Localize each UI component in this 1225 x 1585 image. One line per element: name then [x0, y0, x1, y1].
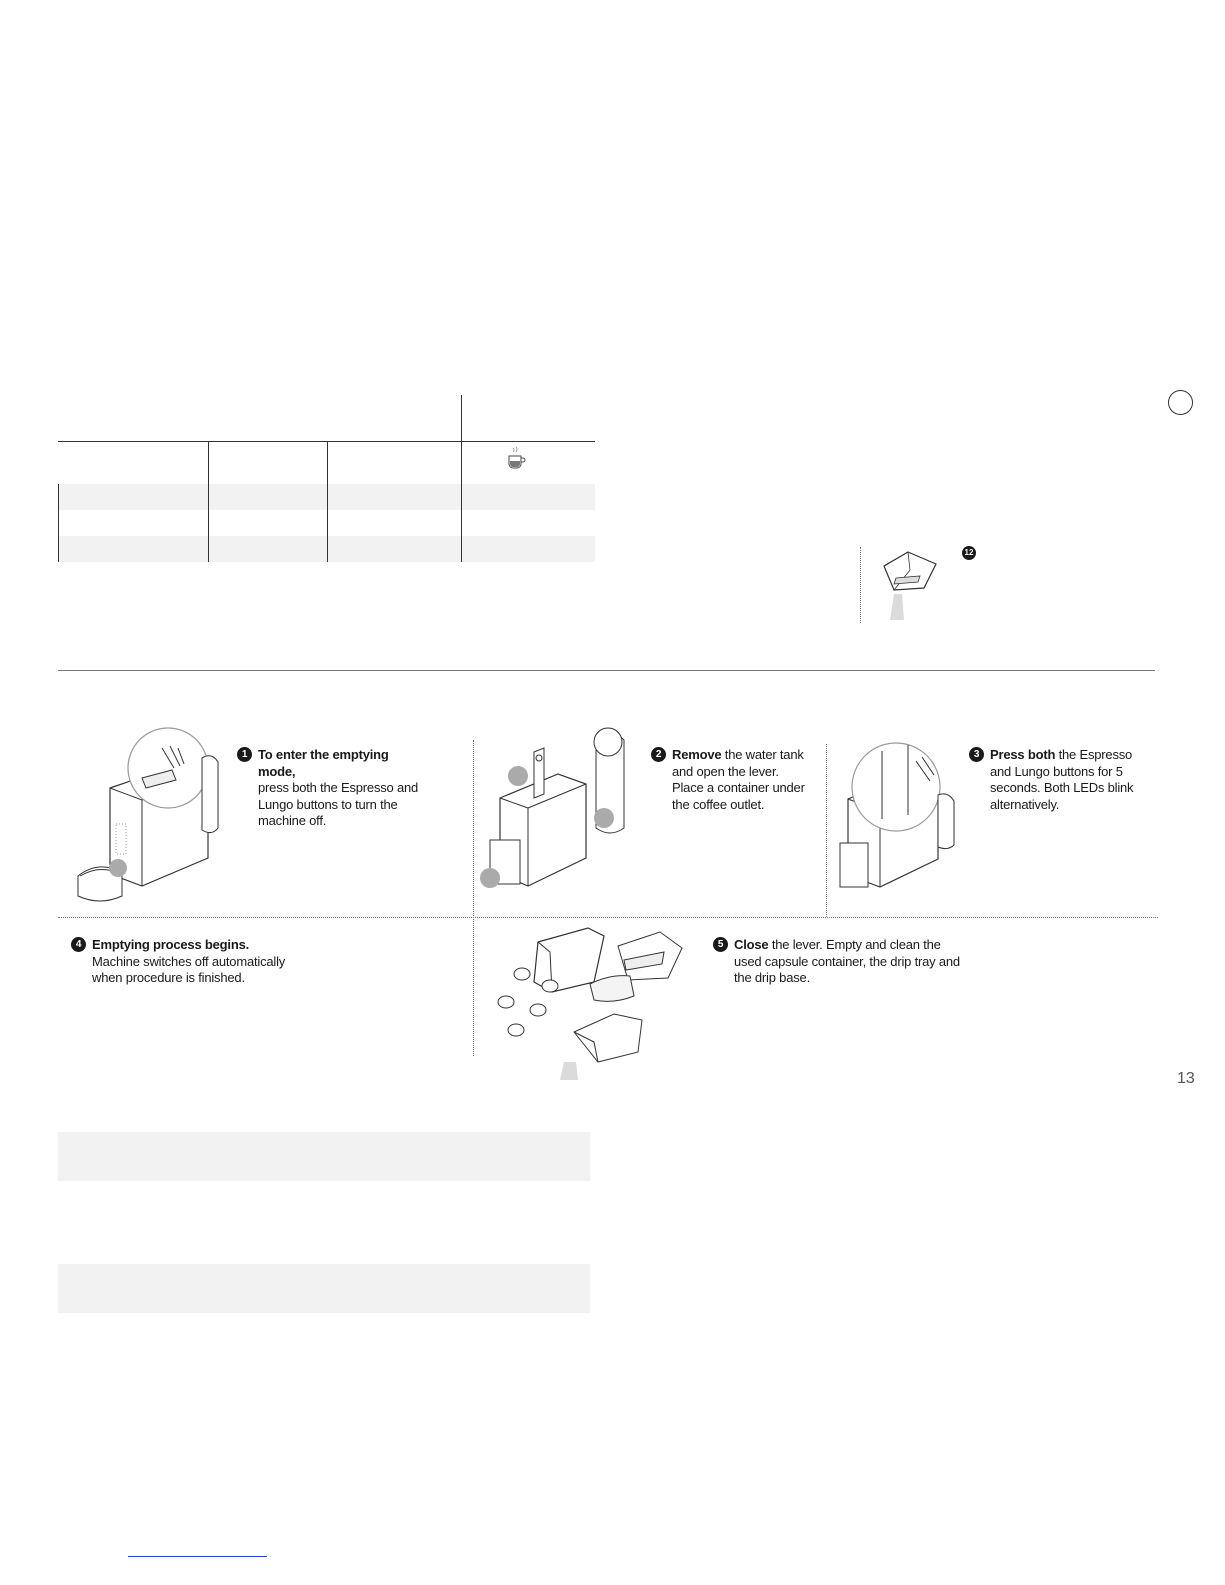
figure-divider	[860, 547, 861, 623]
step-number: 3	[969, 747, 984, 762]
content-band	[58, 1132, 590, 1181]
step-number: 4	[71, 937, 86, 952]
step-text: the Espresso and Lungo buttons for 5 seconds. Both LEDs blink alternatively.	[990, 747, 1134, 812]
footer-link[interactable]	[128, 1556, 267, 1557]
table-column-line	[461, 441, 462, 562]
step-text: press both the Espresso and Lungo buttons to turn the machine off.	[258, 780, 419, 828]
table-column-line	[208, 441, 209, 562]
content-band	[58, 1264, 590, 1313]
language-marker	[1168, 390, 1193, 415]
espresso-cup-icon	[505, 446, 529, 472]
grid-divider	[826, 744, 827, 917]
step-text: the lever. Empty and clean the used capsule container, the drip tray and the drip base.	[734, 937, 960, 985]
page-number: 13	[1177, 1070, 1195, 1087]
figure-badge: 12	[962, 546, 976, 560]
table-column-line	[58, 484, 59, 562]
step-title: Remove	[672, 747, 722, 762]
step-title: Emptying process begins.	[92, 937, 250, 952]
step-3	[973, 747, 1155, 813]
step-number: 5	[713, 937, 728, 952]
machine-step2-illustration	[478, 728, 648, 898]
capsule-container-icon	[880, 548, 940, 624]
table-header-divider	[461, 395, 462, 441]
step-number: 1	[237, 747, 252, 762]
grid-divider	[473, 740, 474, 1056]
cleaning-parts-illustration	[494, 922, 694, 1082]
step-text: Machine switches off automatically when procedure is finished.	[92, 953, 286, 985]
step-number: 2	[651, 747, 666, 762]
step-4	[75, 937, 292, 987]
step-1	[241, 747, 428, 830]
step-text: the water tank and open the lever. Place a container under the coffee outlet.	[672, 747, 805, 812]
step-2	[655, 747, 812, 813]
step-title: Close	[734, 937, 769, 952]
table-column-line	[327, 441, 328, 562]
grid-divider	[58, 917, 1158, 918]
machine-step3-illustration	[838, 735, 978, 900]
step-title: To enter the emptying mode,	[258, 747, 389, 779]
step-title: Press both	[990, 747, 1056, 762]
machine-step1-illustration	[62, 728, 232, 908]
section-divider	[58, 670, 1155, 671]
step-5	[717, 937, 964, 987]
